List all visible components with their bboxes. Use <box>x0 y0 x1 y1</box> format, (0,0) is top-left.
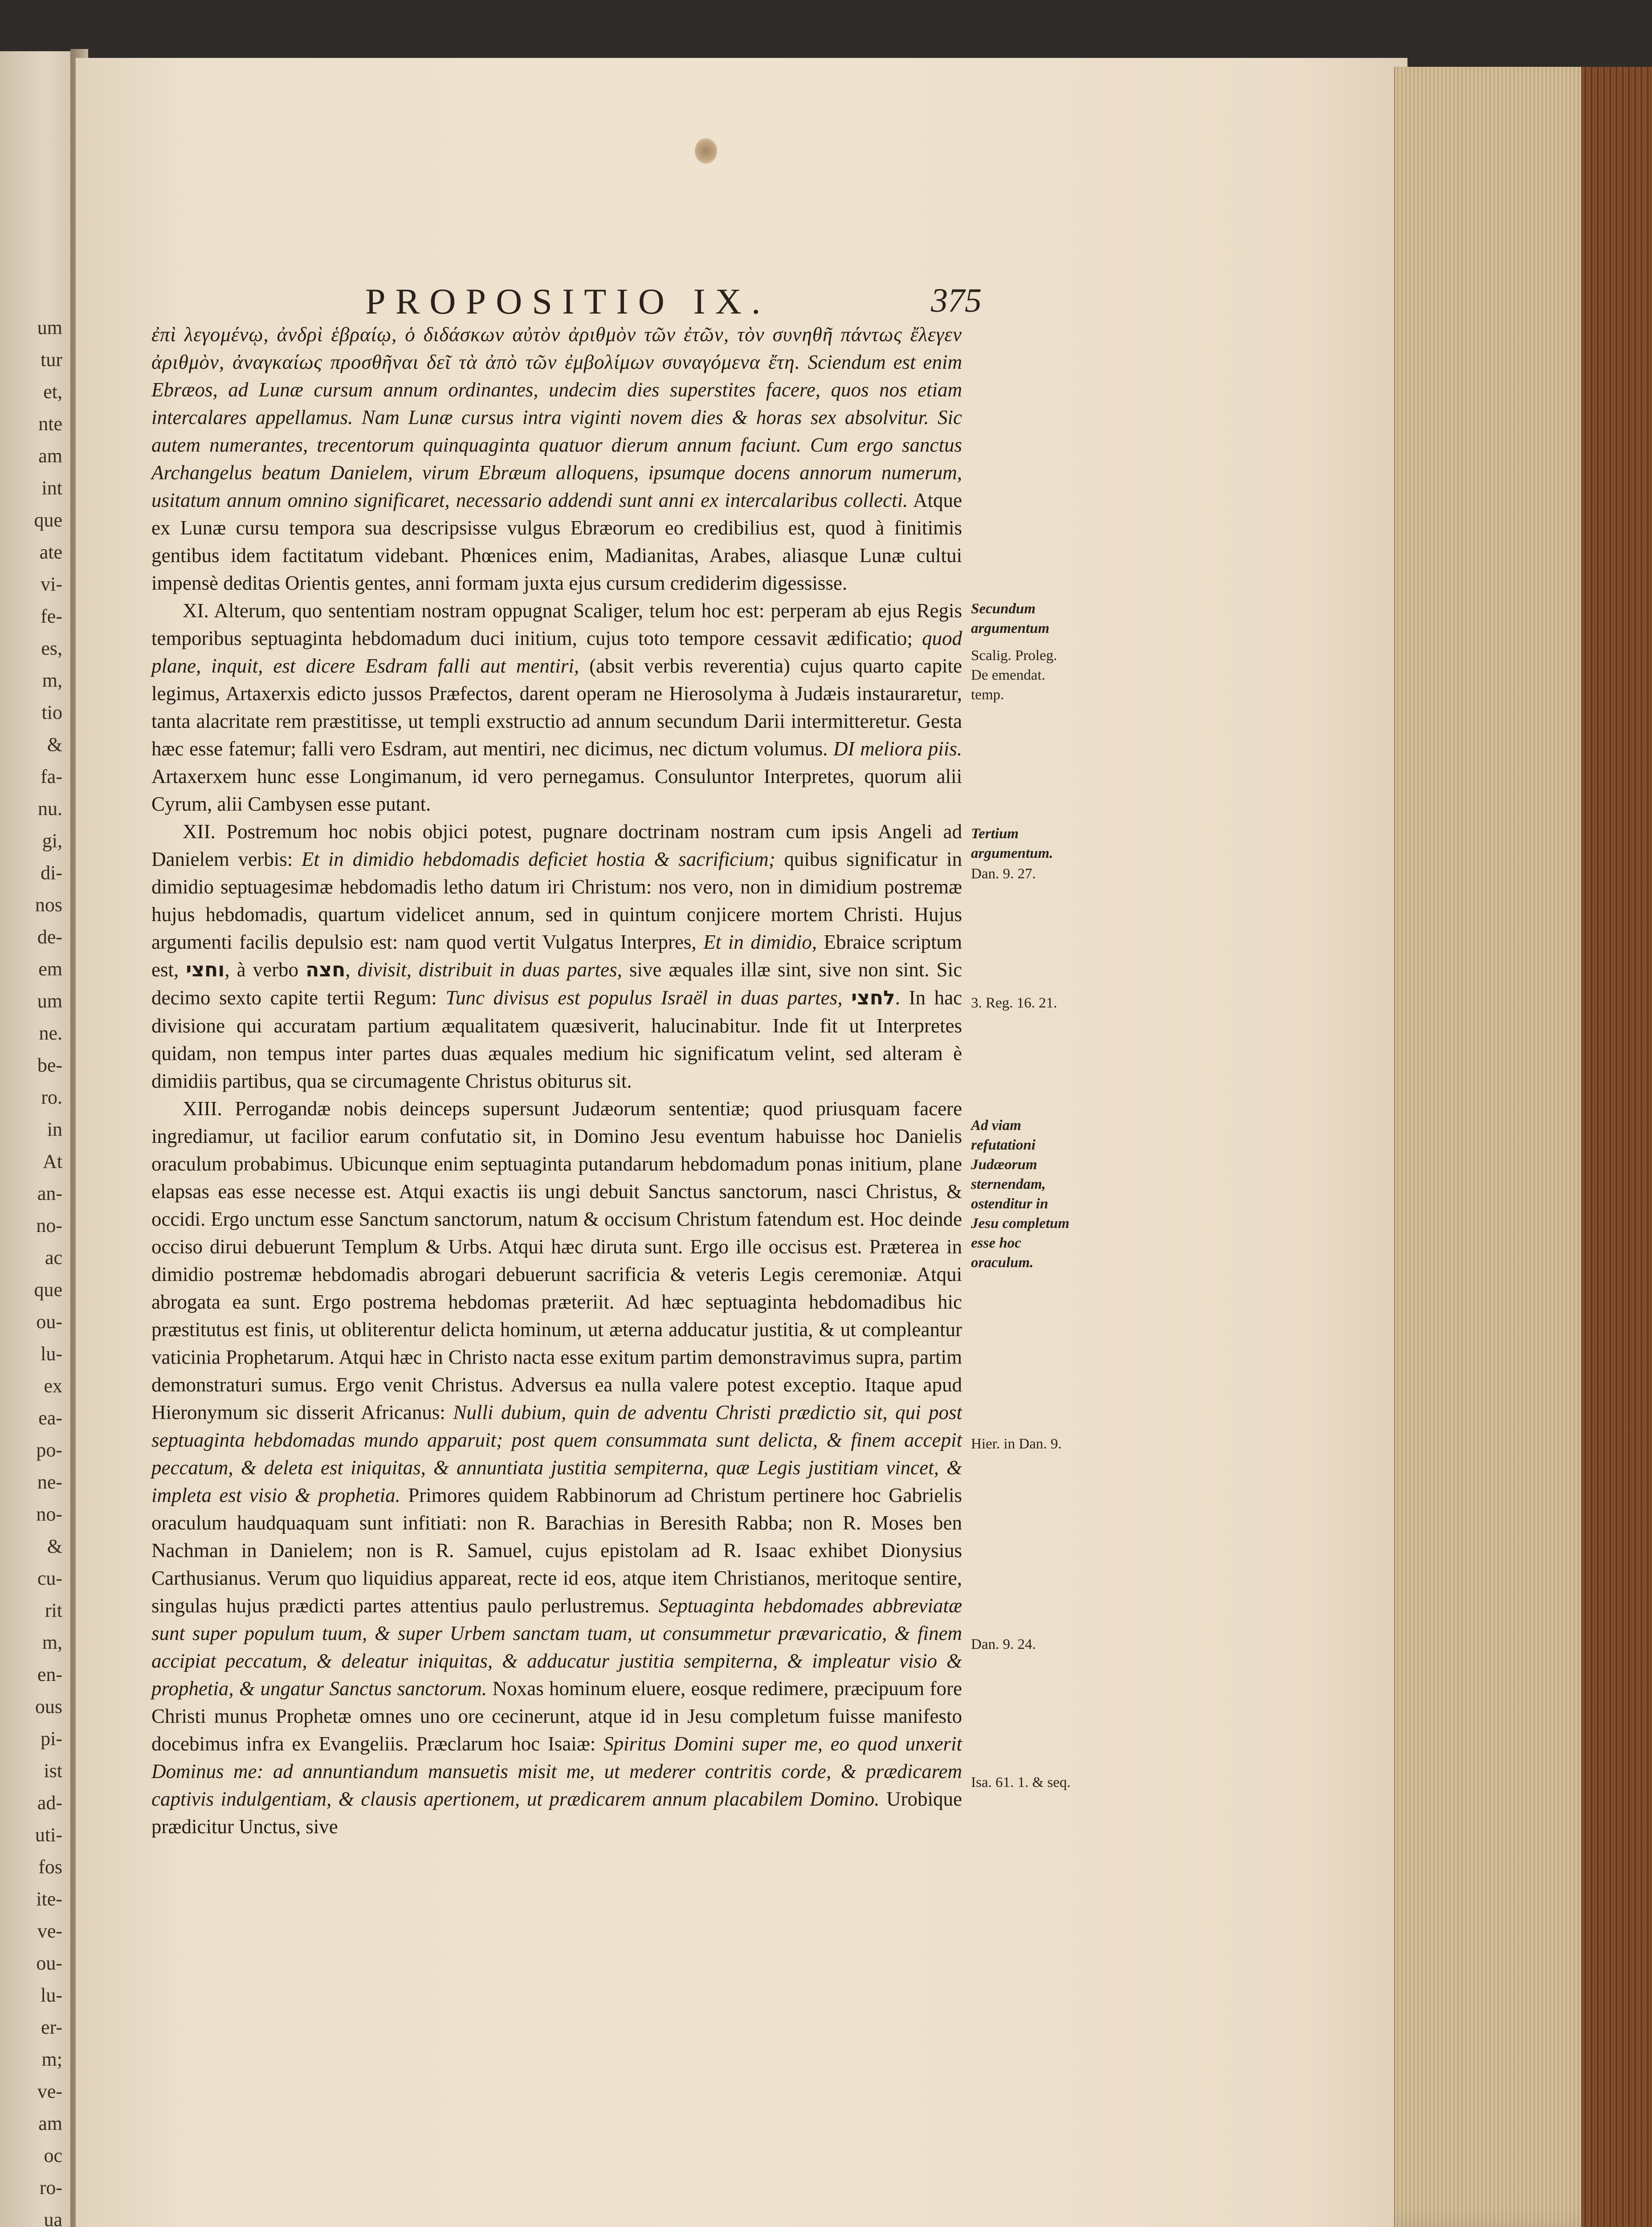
left-fragment: no- <box>36 1503 62 1525</box>
para-xii-text-e: Ebraice scriptum est, <box>151 931 963 981</box>
left-fragment: ex <box>44 1375 62 1397</box>
left-fragment: in <box>47 1118 62 1140</box>
hebrew-word-3: לחצי <box>851 987 895 1009</box>
left-fragment: At <box>43 1150 62 1172</box>
left-fragment: lu- <box>41 1343 62 1365</box>
hebrew-word-2: חצה <box>306 959 346 981</box>
left-fragment: int <box>41 477 62 499</box>
para-xiii-isaiah-quote: Spiritus Domini super me, eo quod unxerit Dominus me: ad annuntiandum mansuetis misit me, ut mederer contritis corde, & prædicarem captivis indulgentiam, & clausis apertionem, ut prædicarem annum placabilem Domino. <box>151 1733 963 1810</box>
margin-note-secundum: Secundum argumentum <box>971 601 1050 636</box>
left-fragment: ve- <box>37 2080 62 2102</box>
left-fragment: ro. <box>41 1086 62 1108</box>
left-fragment: um <box>37 317 62 339</box>
main-text-column <box>151 321 962 1840</box>
left-fragment: ro- <box>39 2177 62 2198</box>
left-fragment: nos <box>35 894 62 916</box>
para-xi-text-e: Artaxerxem hunc esse Longimanum, id vero pernegamus. Consuluntor Interpretes, quorum alii Cyrum, alii Cambysen esse putant. <box>151 765 962 815</box>
paragraph-xi <box>151 597 962 818</box>
para-xii-gloss: divisit, distribuit in duas partes, <box>357 959 622 981</box>
left-fragment: que <box>34 1279 62 1301</box>
latin-text: Atque ex Lunæ cursu tempora sua descripsisse vulgus Ebræorum eo credibilius est, quod à finitimis gentibus idem factitatum videbant. Phœnices enim, Madianitas, Arabes, aliasque Lunæ cultui impensè deditas Orientis gentes, anni formam juxta ejus cursum crediderim digessisse. <box>151 489 962 594</box>
para-xiii-text-c: Primores quidem Rabbinorum ad Christum pertinere hoc Gabrielis oraculum haudquaquam sunt infitiati: non R. Barachias in Beresith Rabba; non R. Moses ben Nachman in Danielem; non is R. Samuel, cujus epistolam ad R. Isaac exhibet Dionysius Carthusianus. Verum quo liquidius appareat, recte id eos, atque item Christianos, meritoque sentire, singulas hujus prædicti partes attentius paulo perlustremus. <box>151 1484 963 1617</box>
left-fragment: nu. <box>38 798 62 820</box>
para-xii-quote-3: Tunc divisus est populus Israël in duas partes, <box>445 987 843 1009</box>
left-fragment: ne- <box>37 1471 62 1493</box>
left-fragment: ate <box>39 541 62 563</box>
left-fragment: m; <box>41 2048 62 2070</box>
left-fragment: um <box>37 990 62 1012</box>
left-fragment: ac <box>45 1247 62 1268</box>
margin-note-scaliger-ref: Scalig. Proleg. De emendat. temp. <box>971 648 1057 703</box>
leather-cover-edge <box>1581 67 1652 2227</box>
left-fragment: no- <box>36 1215 62 1236</box>
latin-italic-translation: Sciendum est enim Ebræos, ad Lunæ cursum annum ordinantes, undecim dies superstites facere, quos nos etiam intercalares appellamus. Nam Lunæ cursus intra viginti novem dies & horas sex absolvitur. Sic autem numerantes, trecentorum quinquaginta quatuor dierum annum faciunt. Cum ergo sanctus Archangelus beatum Danielem, virum Ebræum alloquens, ipsumque docens annorum numerum, usitatum annum omnino significaret, necessario addendi sunt anni ex intercalaribus collecti. <box>151 351 962 511</box>
margin-note-dan-9-24: Dan. 9. 24. <box>971 1636 1036 1652</box>
left-fragment: ne. <box>39 1022 62 1044</box>
margin-note-ad-viam: Ad viam refutationi Judæorum sternendam, ostenditur in Jesu completum esse hoc oraculum. <box>971 1118 1069 1271</box>
left-fragment: ous <box>35 1696 62 1717</box>
left-fragment: an- <box>37 1183 62 1204</box>
left-fragment: am <box>38 2113 62 2134</box>
left-fragment: cu- <box>37 1567 62 1589</box>
para-xii-text-c: quibus significatur in dimidio septuagesimæ hebdomadis letho datum iri Christum: nos vero, non in dimidium postremæ hujus hebdomadis, quartum videlicet annum, sed in quintum conjicere mortem Christi. Hujus argumenti facilis depulsio est: nam quod vertit Vulgatus Interpres, <box>151 848 962 953</box>
left-fragment: en- <box>37 1664 62 1685</box>
left-fragment: pi- <box>41 1728 62 1750</box>
left-fragment: m, <box>42 1632 62 1653</box>
greek-line-2: πάντως ἔλεγεν ἀριθμὸν, ἀναγκαίως προσθῆναι δεῖ τὰ ἀπὸ τῶν ἐμβολίμων συναγόμενα ἔτη. <box>151 323 963 373</box>
ink-stain <box>695 138 717 164</box>
left-fragment: ite- <box>36 1888 62 1910</box>
para-xiii-text-a: XIII. Perrogandæ nobis deinceps supersunt Judæorum sententiæ; quod priusquam facere ingrediamur, ut facilior earum confutatio sit, in Domino Jesu eventum habuisse hoc Danielis oraculum probabimus. Ubicunque enim septuaginta putandarum hebdomadum ponas initium, plane elapsas eas esse necesse est. Atqui exactis iis ungi debuit Sanctus sanctorum, nasci Christus, & occidi. Ergo unctum esse Sanctum sanctorum, natum & occisum Christum fatendum est. Hoc deinde occiso dirui debuerunt Templum & Urbs. Atqui hæc diruta sunt. Ergo ille occisus est. Præterea in dimidio postremæ hebdomadis abrogari debuerunt sacrificia & veteris Legis ceremoniæ. Atqui abrogata ea sunt. Ergo postrema hebdomas præteriit. Ad hæc septuaginta hebdomadibus hic præstitutus est finis, ut obliterentur delicta hominum, ut æterna adducatur justitia, & ut compleantur vaticinia Prophetarum. Atqui hæc in Christo nacta esse exitum partim demonstravimus supra, partim demonstraturi sumus. Ergo venit Christus. Adversus ea nulla valere potest exceptio. Itaque apud Hieronymum sic disserit Africanus: <box>151 1097 962 1423</box>
left-fragment: be- <box>37 1054 62 1076</box>
para-xii-text-k: . In hac divisione qui accuratam partium æqualitatem quæsiverit, halucinabitur. Inde fit ut Interpretes quidam, non tempus inter partes duas æquales medium hic significatum velint, sed alteram è dimidiis partibus, qua se circumagente Christus obiturus sit. <box>151 987 963 1092</box>
para-xi-exclamation: DI meliora piis. <box>833 738 962 760</box>
left-fragment: ve- <box>37 1920 62 1942</box>
para-xiii-daniel-quote: Septuaginta hebdomades abbreviatæ sunt super populum tuum, & super Urbem sanctam tuam, ut consummetur prævaricatio, & finem accipiat peccatum, & deleatur iniquitas, & adducatur justitia sempiterna, & impleatur visio & prophetia, & ungatur Sanctus sanctorum. <box>151 1595 963 1700</box>
left-fragment: gi, <box>42 830 62 852</box>
left-fragment: ua <box>44 2209 62 2227</box>
para-xii-quote: Et in dimidio hebdomadis deficiet hostia & sacrificium; <box>302 848 775 870</box>
para-xi-text-a: XI. Alterum, quo sententiam nostram oppugnat Scaliger, telum hoc est: perperam ab ejus Regis temporibus septuaginta hebdomadum duci initium, cujus toto tempore cessavit ædificatio; <box>151 600 962 649</box>
left-fragment: fa- <box>41 766 62 787</box>
left-fragment: nte <box>38 413 62 435</box>
margin-note-hier-dan: Hier. in Dan. 9. <box>971 1436 1062 1452</box>
para-xii-text-i: sive æquales illæ sint, sive non sint. Sic decimo sexto capite tertii Regum: <box>151 959 963 1009</box>
left-fragment: fos <box>38 1856 62 1878</box>
para-xii-quote-2: Et in dimidio, <box>703 931 817 953</box>
left-fragment: de- <box>37 926 62 948</box>
hebrew-word-1: וחצי <box>186 959 225 981</box>
left-fragment: tur <box>41 349 62 371</box>
left-fragment: ea- <box>38 1407 62 1429</box>
left-fragment: que <box>34 509 62 531</box>
greek-line-1: ἐπὶ λεγομένῳ, ἀνδρὶ ἑβραίῳ, ὁ διδάσκων αὐτὸν ἀριθμὸν τῶν ἐτῶν, τὸν συνηθῆ <box>151 323 833 346</box>
left-fragment: m, <box>42 669 62 691</box>
left-fragment: tio <box>41 702 62 723</box>
left-fragment: & <box>47 734 62 755</box>
para-xii-comma: , <box>345 959 351 981</box>
left-fragment: & <box>47 1535 62 1557</box>
page-fore-edge <box>1394 67 1582 2227</box>
para-xii-text-f: , à verbo <box>224 959 299 981</box>
left-fragment: lu- <box>41 1984 62 2006</box>
page-number: 375 <box>931 282 982 319</box>
left-fragment: oc <box>44 2145 62 2166</box>
para-xiii-text-g: Urobique prædicitur Unctus, sive <box>151 1788 962 1838</box>
left-fragment: rit <box>45 1599 62 1621</box>
left-fragment: er- <box>41 2016 62 2038</box>
fore-edge-shadow <box>1394 2209 1581 2227</box>
left-fragment: di- <box>41 862 62 884</box>
left-fragment: em <box>38 958 62 980</box>
left-fragment: ad- <box>37 1792 62 1814</box>
margin-note-dan-9-27: Dan. 9. 27. <box>971 866 1036 882</box>
margin-note-tertium: Tertium argumentum. <box>971 826 1053 861</box>
para-xiii-text-e: Noxas hominum eluere, eosque redimere, præcipuum fore Christi munus Prophetæ omnes uno ore cecinerunt, atque id in Jesu completum fuisse manifesto docebimus infra ex Evangeliis. Præclarum hoc Isaiæ: <box>151 1677 962 1755</box>
left-fragment: et, <box>43 381 62 403</box>
left-fragment: am <box>38 445 62 467</box>
paragraph-xii <box>151 818 962 1095</box>
para-xi-quote: quod plane, inquit, est dicere Esdram falli aut mentiri, <box>151 627 962 677</box>
paragraph-continuation <box>151 321 962 597</box>
left-page-fragments <box>0 312 67 2227</box>
margin-note-3-reg: 3. Reg. 16. 21. <box>971 995 1057 1011</box>
left-fragment: fe- <box>41 605 62 627</box>
running-head-title: PROPOSITIO IX. <box>365 281 771 322</box>
left-fragment: ou- <box>36 1311 62 1333</box>
left-fragment: po- <box>36 1439 62 1461</box>
left-fragment: uti- <box>35 1824 62 1846</box>
left-fragment: ist <box>44 1760 62 1782</box>
para-xii-text-a: XII. Postremum hoc nobis objici potest, pugnare doctrinam nostram cum ipsis Angeli ad Danielem verbis: <box>151 820 962 870</box>
para-xi-text-c: (absit verbis reverentia) cujus quarto capite legimus, Artaxerxis edicto jussos Præfectos, darent operam ne Hierosolyma à Judæis instauraretur, tanta alacritate rem præstitisse, ut templi exstructio ad annum secundum Darii intermitteretur. Gesta hæc esse fatemur; falli vero Esdram, aut mentiri, nec dicimus, nec dictum volumus. <box>151 655 963 760</box>
paragraph-xiii <box>151 1095 962 1840</box>
left-fragment: vi- <box>41 573 62 595</box>
left-fragment: ou- <box>36 1952 62 1974</box>
margin-note-isa-61: Isa. 61. 1. & seq. <box>971 1774 1071 1791</box>
left-fragment: es, <box>41 637 62 659</box>
para-xiii-africanus-quote: Nulli dubium, quin de adventu Christi prædictio sit, qui post septuaginta hebdomadas mundo apparuit; post quem consummata sunt delicta, & finem accepit peccatum, & deleta est iniquitas, & annuntiata justitia sempiterna, quæ Legis justitiam vincet, & impleta est visio & prophetia. <box>151 1401 962 1506</box>
